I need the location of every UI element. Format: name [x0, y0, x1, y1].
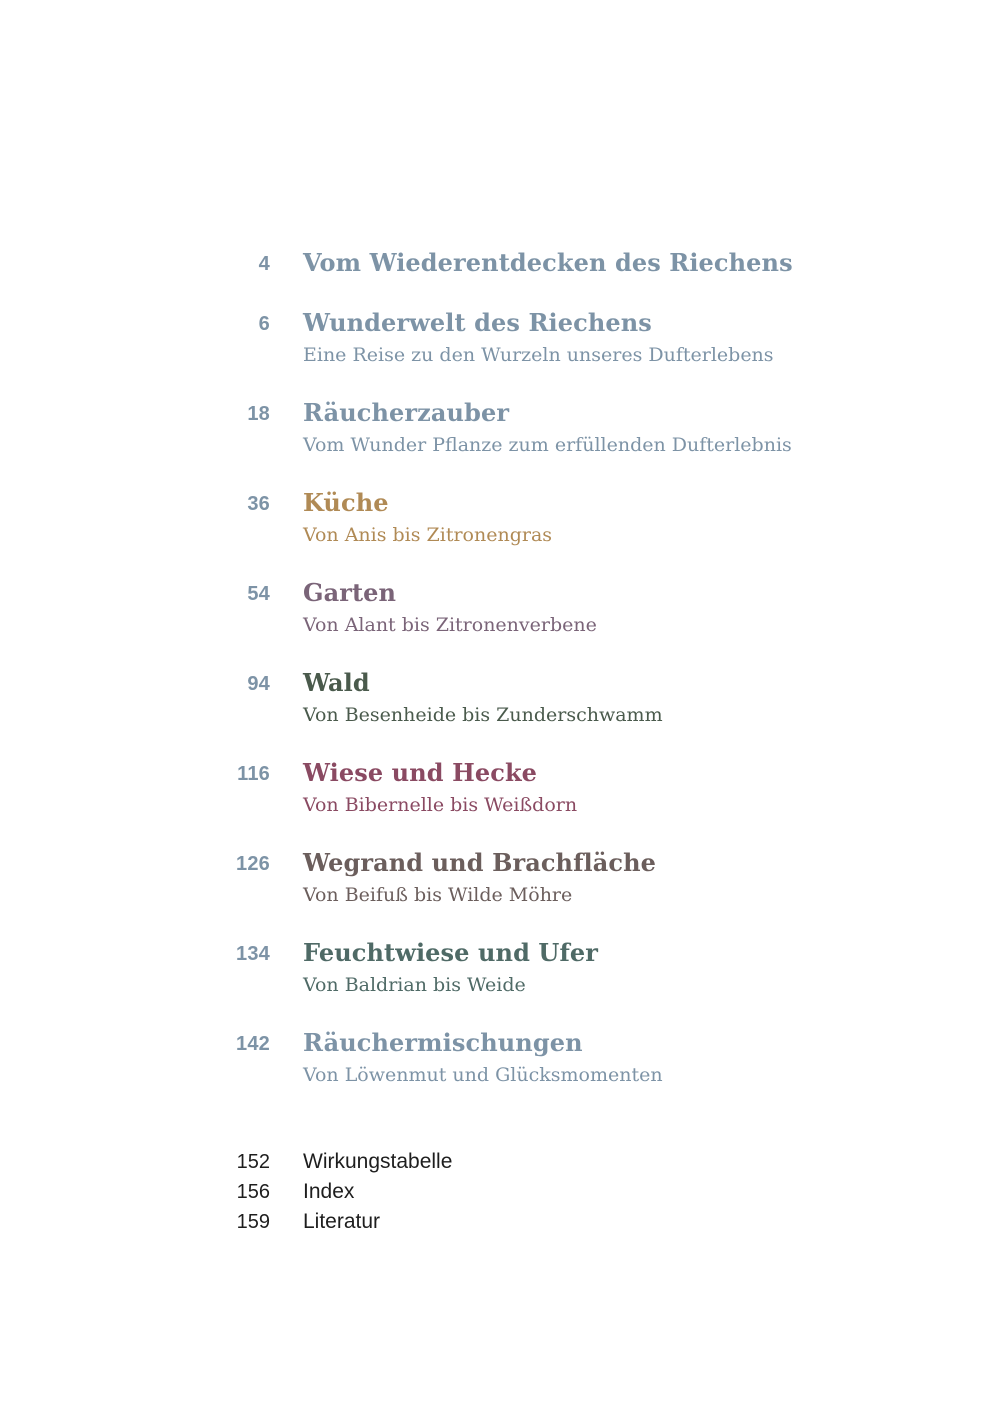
chapter-subtitle: Von Beifuß bis Wilde Möhre	[303, 884, 573, 906]
page-number: 142	[236, 1033, 270, 1055]
appendix-title: Wirkungstabelle	[303, 1150, 453, 1173]
chapter-title: Räucherzauber	[303, 398, 510, 427]
page-number: 152	[236, 1151, 270, 1173]
appendix-title: Index	[303, 1180, 355, 1203]
chapter-title: Räuchermischungen	[303, 1028, 583, 1057]
page-number: 159	[236, 1211, 270, 1233]
page-number: 36	[247, 493, 270, 515]
chapter-subtitle: Von Baldrian bis Weide	[303, 974, 526, 996]
page-number: 18	[247, 403, 270, 425]
chapter-title: Feuchtwiese und Ufer	[303, 938, 598, 967]
page-number: 54	[247, 583, 270, 605]
appendix-title: Literatur	[303, 1210, 381, 1233]
chapter-subtitle: Von Alant bis Zitronenverbene	[303, 614, 597, 636]
chapter-title: Garten	[303, 578, 397, 607]
page-number: 126	[236, 853, 270, 875]
chapter-subtitle: Vom Wunder Pflanze zum erfüllenden Dufterlebnis	[303, 434, 792, 456]
chapter-subtitle: Von Anis bis Zitronengras	[303, 524, 553, 546]
chapter-subtitle: Von Besenheide bis Zunderschwamm	[303, 704, 663, 726]
chapter-title: Wegrand und Brachfläche	[303, 848, 657, 877]
page-number: 156	[236, 1181, 270, 1203]
chapter-title: Wiese und Hecke	[303, 758, 538, 787]
chapter-title: Küche	[303, 488, 389, 517]
chapter-title: Wunderwelt des Riechens	[303, 308, 652, 337]
page-number: 134	[236, 943, 270, 965]
page-number: 94	[247, 673, 270, 695]
chapter-title: Wald	[303, 668, 370, 697]
page-number: 116	[237, 763, 270, 785]
chapter-subtitle: Von Löwenmut und Glücksmomenten	[303, 1064, 663, 1086]
page-number: 4	[258, 253, 270, 275]
chapter-title: Vom Wiederentdecken des Riechens	[303, 248, 793, 277]
chapter-subtitle: Eine Reise zu den Wurzeln unseres Dufterlebens	[303, 344, 774, 366]
page-number: 6	[258, 313, 270, 335]
chapter-subtitle: Von Bibernelle bis Weißdorn	[303, 794, 578, 816]
